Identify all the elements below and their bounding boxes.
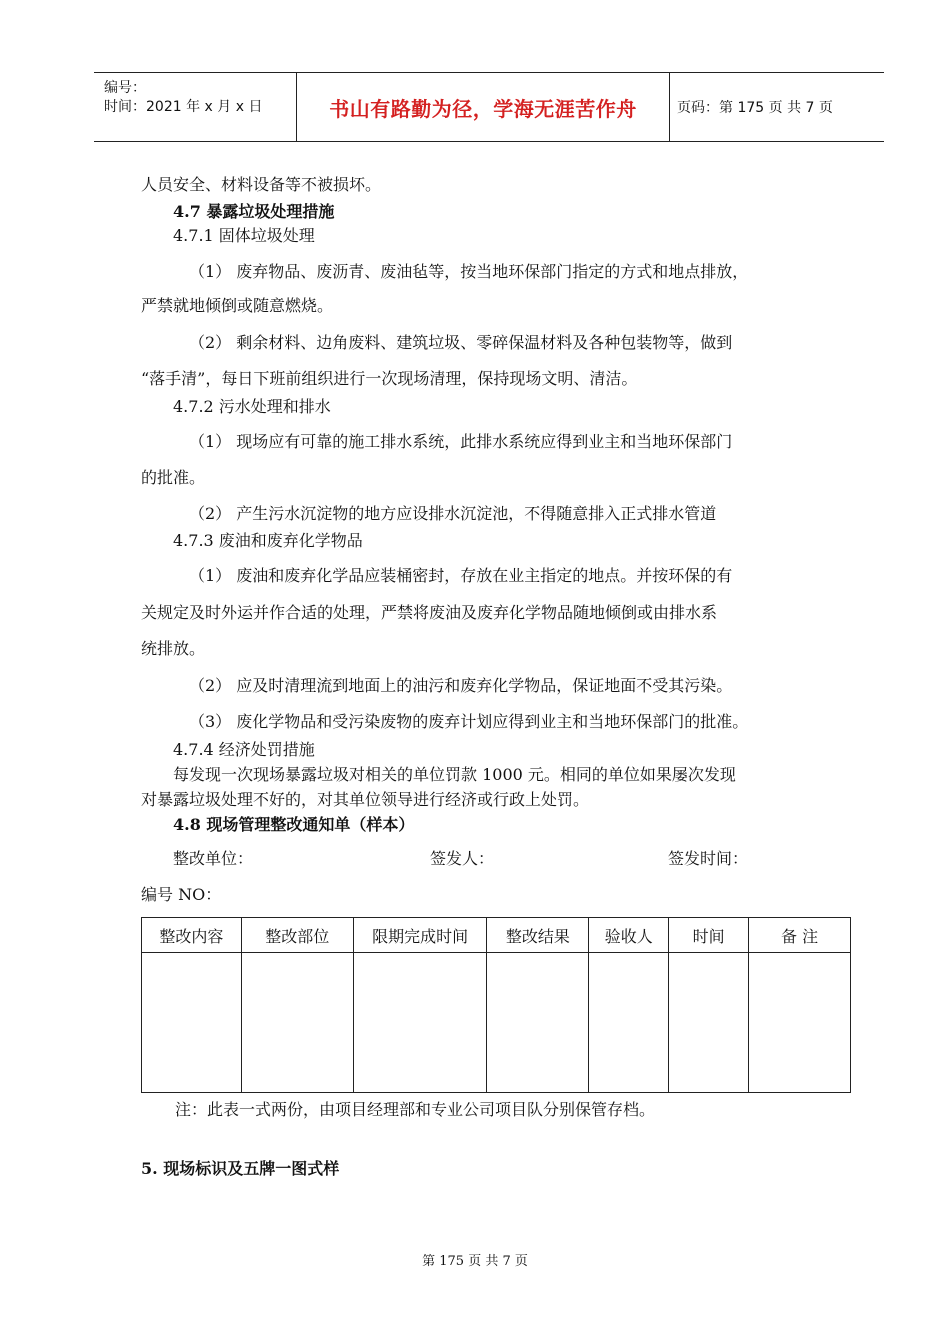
para-4-7-3-3: （3） 废化学物品和受污染废物的废弃计划应得到业主和当地环保部门的批准。 [189, 712, 749, 731]
section-4-7-1-title: 4.7.1 固体垃圾处理 [173, 226, 315, 245]
document-number-label: 编号： [104, 80, 146, 96]
col-header-time: 时间 [669, 918, 749, 953]
header-motto-cell [296, 73, 670, 141]
section-4-7-3-title: 4.7.3 废油和废弃化学物品 [173, 531, 363, 550]
field-issuer: 签发人： [430, 849, 495, 868]
section-4-7-title: 4.7 暴露垃圾处理措施 [173, 202, 335, 221]
para-4-7-3-1-line3: 统排放。 [141, 639, 206, 658]
col-header-deadline: 限期完成时间 [353, 918, 487, 953]
para-4-7-2-1-line2: 的批准。 [141, 468, 206, 487]
col-header-location: 整改部位 [241, 918, 353, 953]
para-4-7-1-2-line1: （2） 剩余材料、边角废料、建筑垃圾、零碎保温材料及各种包装物等，做到 [189, 333, 733, 352]
para-4-7-1-1-line1: （1） 废弃物品、废沥青、废油毡等，按当地环保部门指定的方式和地点排放， [189, 262, 749, 281]
field-number: 编号 NO： [141, 885, 222, 904]
section-5-title: 5. 现场标识及五牌一图式样 [141, 1159, 340, 1178]
table-cell [669, 953, 749, 1093]
field-issue-time: 签发时间： [668, 849, 749, 868]
section-4-8-title: 4.8 现场管理整改通知单（样本） [173, 815, 415, 834]
rectification-table [141, 917, 851, 1093]
para-4-7-3-1-line1: （1） 废油和废弃化学品应装桶密封，存放在业主指定的地点。并按环保的有 [189, 566, 733, 585]
page-footer: 第 175 页 共 7 页 [422, 1254, 528, 1269]
header-meta [94, 73, 296, 141]
table-cell [749, 953, 851, 1093]
document-date-label: 时间：2021 年 x 月 x 日 [104, 99, 263, 115]
page-header [94, 72, 884, 142]
col-header-content: 整改内容 [142, 918, 242, 953]
para-4-7-2-1-line1: （1） 现场应有可靠的施工排水系统，此排水系统应得到业主和当地环保部门 [189, 432, 733, 451]
header-page-label: 页码：第 175 页 共 7 页 [677, 100, 833, 116]
para-4-7-3-1-line2: 关规定及时外运并作合适的处理，严禁将废油及废弃化学物品随地倾倒或由排水系 [141, 603, 718, 622]
col-header-remarks: 备 注 [749, 918, 851, 953]
para-4-7-2-2: （2） 产生污水沉淀物的地方应设排水沉淀池，不得随意排入正式排水管道 [189, 504, 717, 523]
para-4-7-4-line1: 每发现一次现场暴露垃圾对相关的单位罚款 1000 元。相同的单位如果屡次发现 [173, 765, 736, 784]
para-4-7-3-2: （2） 应及时清理流到地面上的油污和废弃化学物品，保证地面不受其污染。 [189, 676, 733, 695]
table-cell [353, 953, 487, 1093]
para-4-7-1-1-line2: 严禁就地倾倒或随意燃烧。 [141, 296, 334, 315]
header-motto: 书山有路勤为径，学海无涯苦作舟 [329, 96, 637, 121]
field-rectify-unit: 整改单位： [173, 849, 254, 868]
section-4-7-4-title: 4.7.4 经济处罚措施 [173, 740, 315, 759]
col-header-result: 整改结果 [487, 918, 589, 953]
col-header-inspector: 验收人 [589, 918, 669, 953]
table-cell [589, 953, 669, 1093]
section-4-7-2-title: 4.7.2 污水处理和排水 [173, 397, 331, 416]
table-row [142, 953, 851, 1093]
table-note: 注：此表一式两份，由项目经理部和专业公司项目队分别保管存档。 [175, 1100, 656, 1119]
table-cell [487, 953, 589, 1093]
para-4-7-1-2-line2: “落手清”，每日下班前组织进行一次现场清理，保持现场文明、清洁。 [141, 369, 638, 388]
table-cell [241, 953, 353, 1093]
intro-line: 人员安全、材料设备等不被损坏。 [141, 175, 382, 194]
table-cell [142, 953, 242, 1093]
table-header-row [142, 918, 851, 953]
para-4-7-4-line2: 对暴露垃圾处理不好的，对其单位领导进行经济或行政上处罚。 [141, 790, 590, 809]
